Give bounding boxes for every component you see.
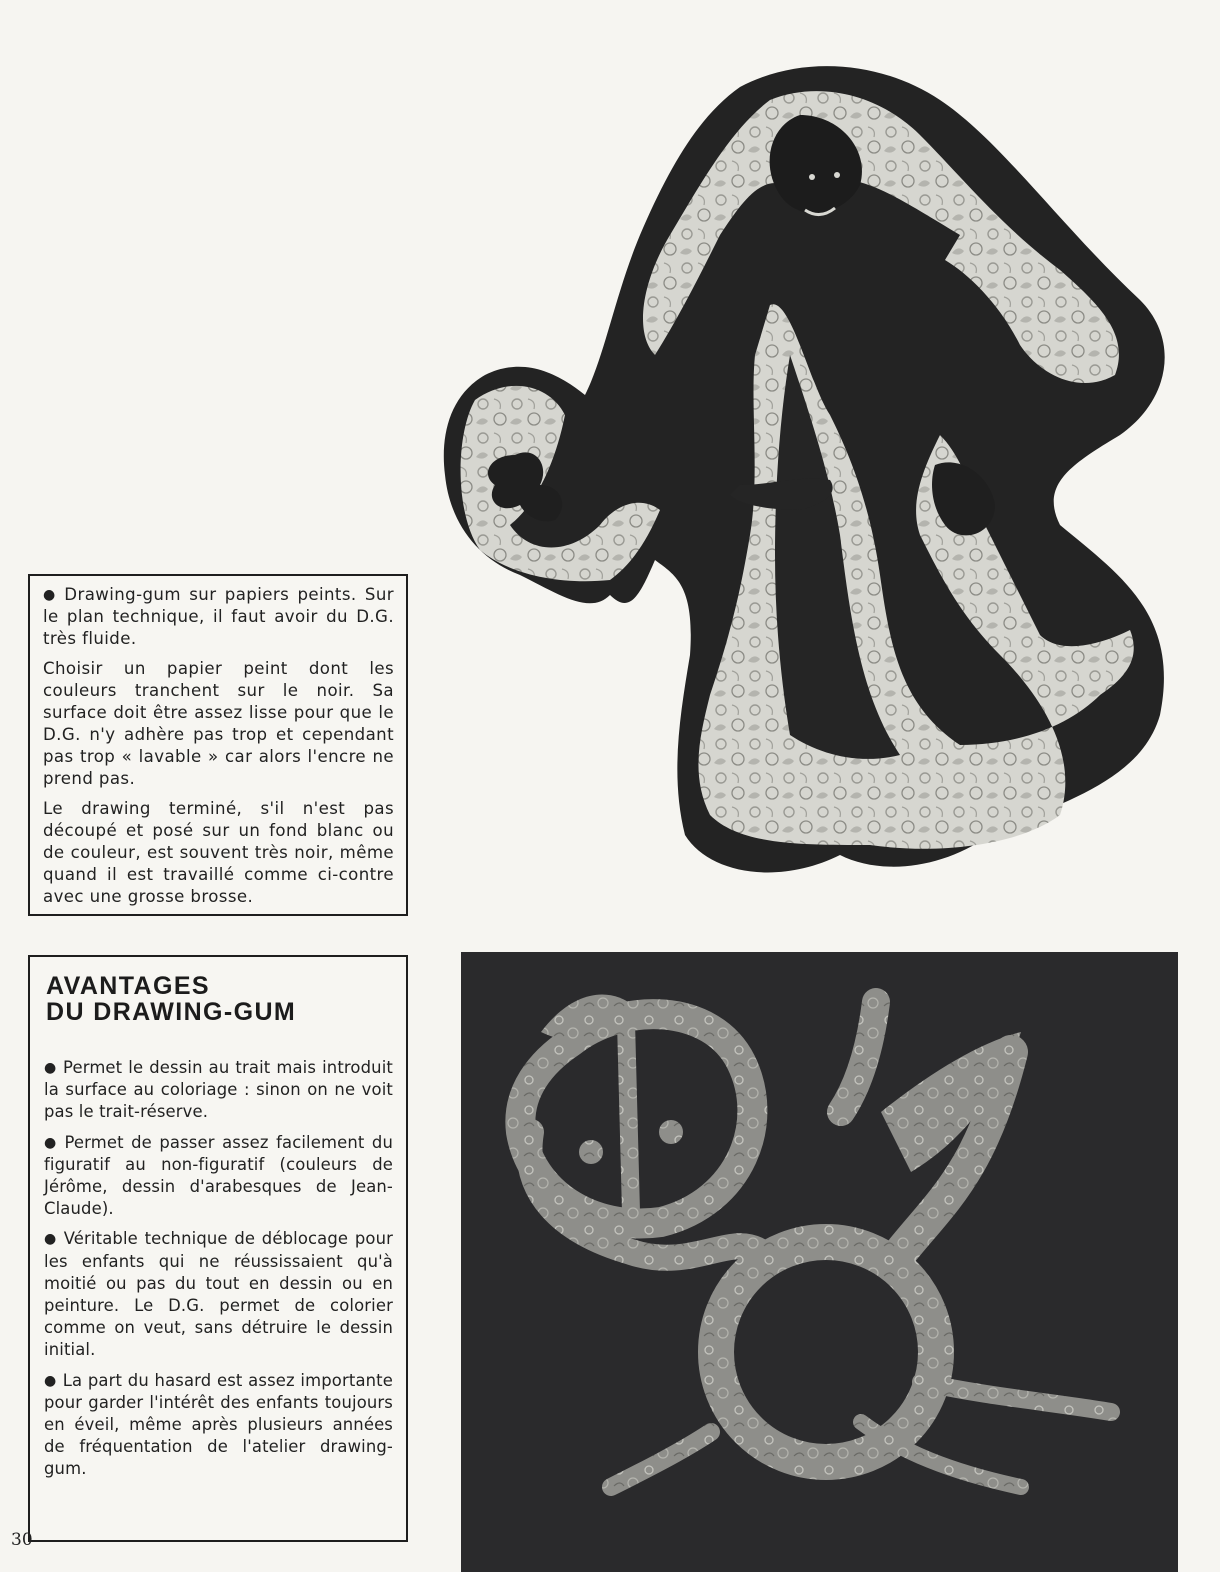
bullet-icon: ● xyxy=(43,587,59,603)
advantages-box xyxy=(28,955,408,1542)
bullet-icon: ● xyxy=(44,1134,59,1151)
advantage-item xyxy=(44,1057,393,1124)
caption-text-1: Drawing-gum sur papiers peints. Sur le plan technique, il faut avoir du D.G. très fluide. xyxy=(43,585,394,648)
page-number: 30 xyxy=(11,1530,33,1550)
caption-box xyxy=(28,574,408,916)
caption-paragraph-1 xyxy=(43,584,394,650)
advantages-title-line-1: AVANTAGES xyxy=(46,972,210,1000)
advantage-text: Véritable technique de déblocage pour les enfants qui ne réussissaient qu'à moitié ou pas du tout en dessin ou en peinture. Le D.G. permet de colorier comme on veut, sans détruire le dessin initial. xyxy=(44,1229,394,1360)
advantage-item xyxy=(44,1370,393,1481)
bullet-icon: ● xyxy=(44,1372,57,1389)
advantages-title-line-2: DU DRAWING-GUM xyxy=(46,998,297,1026)
figure-cutout-artwork xyxy=(440,55,1180,885)
caption-paragraph-3: Le drawing terminé, s'il n'est pas découpé et posé sur un fond blanc ou de couleur, est souvent très noir, même quand il est travaillé comme ci-contre avec une grosse brosse. xyxy=(43,799,394,906)
advantage-item xyxy=(44,1228,393,1361)
bullet-icon: ● xyxy=(44,1231,58,1248)
advantage-text: La part du hasard est assez importante pour garder l'intérêt des enfants toujours en éveil, même après plusieurs années de fréquentation de l'atelier drawing-gum. xyxy=(44,1370,393,1479)
advantage-text: Permet le dessin au trait mais introduit la surface au coloriage : sinon on ne voit pas le trait-réserve. xyxy=(44,1058,393,1122)
advantage-item xyxy=(44,1132,393,1221)
caption-paragraph-2: Choisir un papier peint dont les couleurs tranchent sur le noir. Sa surface doit être assez lisse pour que le D.G. n'y adhère pas trop et cependant pas trop « lavable » car alors l'encre ne prend pas. xyxy=(43,659,394,788)
advantage-text: Permet de passer assez facilement du figuratif au non-figuratif (couleurs de Jérôme, dessin d'arabesques de Jean-Claude). xyxy=(44,1132,393,1219)
advantages-title xyxy=(46,973,393,1025)
arabesque-artwork xyxy=(461,952,1178,1572)
bullet-icon: ● xyxy=(44,1060,58,1076)
